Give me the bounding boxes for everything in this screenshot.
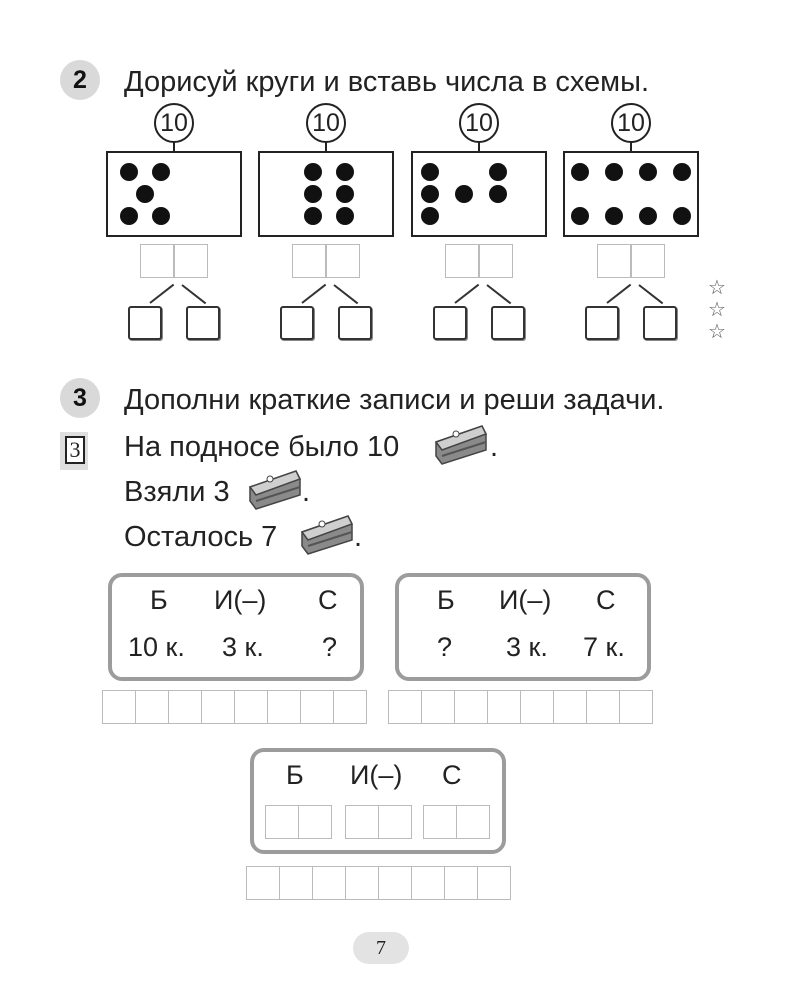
record-2-header-i: И(–) — [499, 585, 552, 615]
branch-line — [181, 284, 206, 304]
answer-cell[interactable] — [312, 866, 346, 900]
dot — [152, 163, 170, 181]
dot — [673, 207, 691, 225]
record-3-cell-b[interactable] — [265, 805, 299, 839]
answer-cell[interactable] — [454, 690, 488, 724]
total-circle: 10 — [611, 103, 651, 143]
record-2-header-b: Б — [437, 585, 455, 615]
dot — [421, 185, 439, 203]
answer-cell[interactable] — [444, 866, 478, 900]
part-box[interactable] — [338, 306, 372, 340]
answer-cell[interactable] — [477, 866, 511, 900]
book-reference-icon — [60, 432, 88, 470]
branch-line — [606, 284, 631, 304]
dot — [304, 185, 322, 203]
record-3-header-i: И(–) — [350, 760, 403, 790]
answer-cell[interactable] — [378, 866, 412, 900]
problem-line-1: На подносе было 10 — [124, 431, 400, 463]
dot — [571, 207, 589, 225]
record-3-cell-i[interactable] — [345, 805, 379, 839]
problem-line-1-end: . — [490, 431, 499, 463]
answer-cell[interactable] — [586, 690, 620, 724]
total-cell[interactable] — [631, 244, 665, 278]
part-box[interactable] — [643, 306, 677, 340]
answer-cell[interactable] — [388, 690, 422, 724]
task-2-instruction: Дорисуй круги и вставь числа в схемы. — [124, 66, 650, 98]
answer-cell[interactable] — [520, 690, 554, 724]
record-2-value-i: 3 к. — [506, 632, 548, 662]
branch-line — [149, 284, 174, 304]
dot — [152, 207, 170, 225]
part-box[interactable] — [128, 306, 162, 340]
page-number: 7 — [353, 932, 409, 964]
star-icon: ☆ — [708, 321, 726, 343]
branch-line — [454, 284, 479, 304]
task-2-number-badge: 2 — [60, 60, 100, 100]
record-3-header-s: С — [442, 760, 462, 790]
answer-cell[interactable] — [168, 690, 202, 724]
branch-line — [333, 284, 358, 304]
record-2-value-b: ? — [437, 632, 453, 662]
answer-cell[interactable] — [201, 690, 235, 724]
dot — [336, 163, 354, 181]
cake-slice-icon — [432, 420, 488, 466]
answer-cell[interactable] — [333, 690, 367, 724]
dot — [489, 185, 507, 203]
dot-card — [563, 151, 699, 237]
answer-cell[interactable] — [411, 866, 445, 900]
record-1-header-b: Б — [150, 585, 168, 615]
part-box[interactable] — [280, 306, 314, 340]
dot — [136, 185, 154, 203]
dot — [605, 163, 623, 181]
part-box[interactable] — [433, 306, 467, 340]
total-cell[interactable] — [479, 244, 513, 278]
record-3-cell-i[interactable] — [378, 805, 412, 839]
dot — [673, 163, 691, 181]
dot-card — [106, 151, 242, 237]
branch-line — [486, 284, 511, 304]
dot — [120, 207, 138, 225]
answer-cell[interactable] — [246, 866, 280, 900]
dot-card — [411, 151, 547, 237]
record-1-header-i: И(–) — [214, 585, 267, 615]
total-cell[interactable] — [445, 244, 479, 278]
dot — [304, 163, 322, 181]
star-icon: ☆ — [708, 277, 726, 299]
branch-line — [638, 284, 663, 304]
total-cell[interactable] — [174, 244, 208, 278]
branch-line — [301, 284, 326, 304]
record-1-value-s: ? — [322, 632, 338, 662]
dot — [489, 163, 507, 181]
dot — [120, 163, 138, 181]
answer-cell[interactable] — [135, 690, 169, 724]
dot — [639, 163, 657, 181]
dot — [336, 185, 354, 203]
record-1-value-b: 10 к. — [128, 632, 185, 662]
part-box[interactable] — [186, 306, 220, 340]
problem-line-3-end: . — [354, 521, 363, 553]
total-cell[interactable] — [140, 244, 174, 278]
answer-cell[interactable] — [619, 690, 653, 724]
answer-cell[interactable] — [300, 690, 334, 724]
problem-line-2: Взяли 3 — [124, 476, 230, 508]
answer-cell[interactable] — [234, 690, 268, 724]
part-box[interactable] — [585, 306, 619, 340]
problem-line-3: Осталось 7 — [124, 521, 278, 553]
cake-slice-icon — [298, 510, 354, 556]
dot — [421, 207, 439, 225]
dot — [605, 207, 623, 225]
reference-number: 3 — [65, 436, 85, 464]
dot — [571, 163, 589, 181]
dot — [455, 185, 473, 203]
answer-cell[interactable] — [345, 866, 379, 900]
total-cell[interactable] — [292, 244, 326, 278]
answer-cell[interactable] — [279, 866, 313, 900]
record-2-header-s: С — [596, 585, 616, 615]
total-circle: 10 — [154, 103, 194, 143]
dot — [421, 163, 439, 181]
total-cell[interactable] — [326, 244, 360, 278]
total-cell[interactable] — [597, 244, 631, 278]
dot-card — [258, 151, 394, 237]
record-3-cell-b[interactable] — [298, 805, 332, 839]
answer-cell[interactable] — [421, 690, 455, 724]
answer-cell[interactable] — [267, 690, 301, 724]
problem-line-2-end: . — [302, 476, 311, 508]
dot — [304, 207, 322, 225]
record-3-cell-s[interactable] — [423, 805, 457, 839]
task-3-number-badge: 3 — [60, 378, 100, 418]
answer-cell[interactable] — [487, 690, 521, 724]
record-2-value-s: 7 к. — [583, 632, 625, 662]
answer-cell[interactable] — [102, 690, 136, 724]
task-3-instruction: Дополни краткие записи и реши задачи. — [124, 384, 665, 416]
dot — [639, 207, 657, 225]
star-icon: ☆ — [708, 299, 726, 321]
record-1-header-s: С — [318, 585, 338, 615]
total-circle: 10 — [459, 103, 499, 143]
total-circle: 10 — [306, 103, 346, 143]
record-3-header-b: Б — [286, 760, 304, 790]
cake-slice-icon — [246, 465, 302, 511]
answer-cell[interactable] — [553, 690, 587, 724]
record-1-value-i: 3 к. — [222, 632, 264, 662]
record-3-cell-s[interactable] — [456, 805, 490, 839]
part-box[interactable] — [491, 306, 525, 340]
dot — [336, 207, 354, 225]
